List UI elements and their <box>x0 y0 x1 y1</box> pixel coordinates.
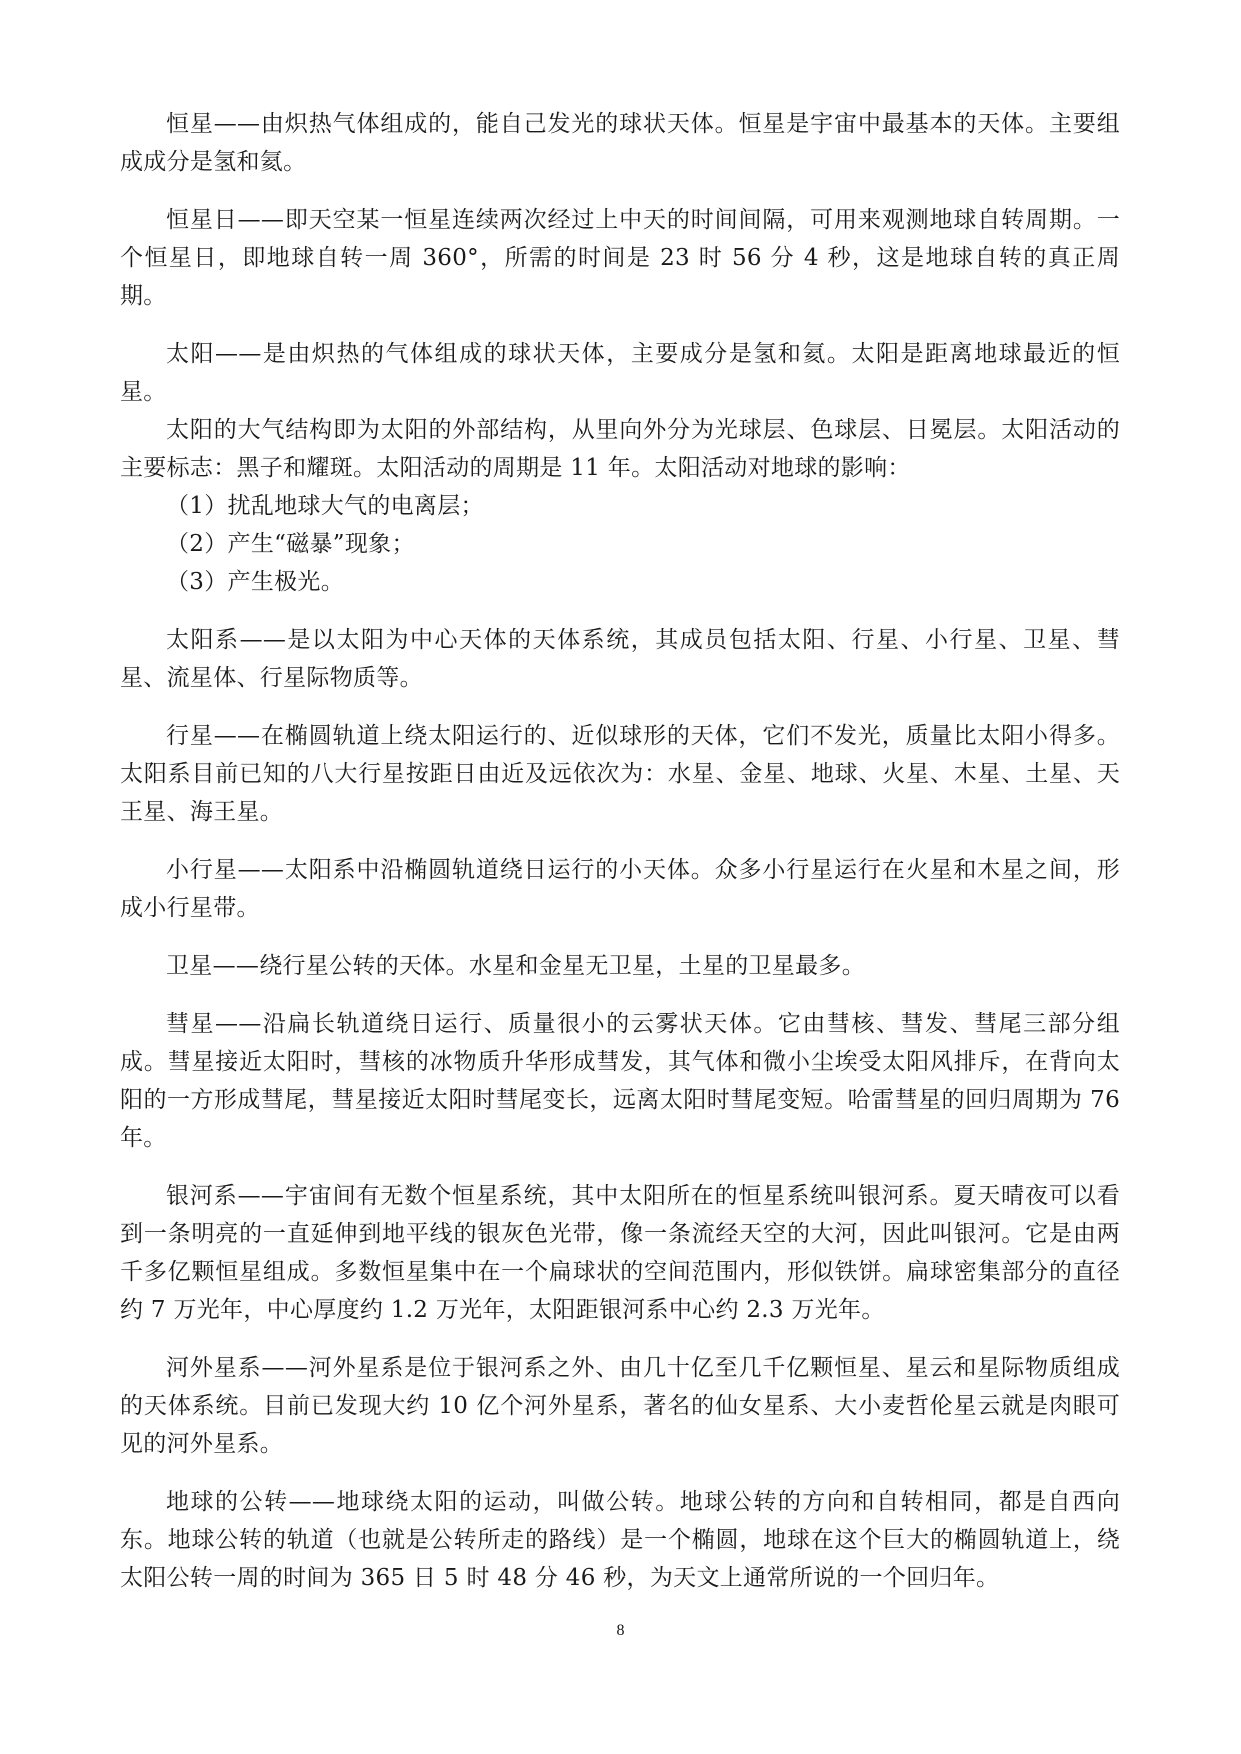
paragraph-planet: 行星——在椭圆轨道上绕太阳运行的、近似球形的天体，它们不发光，质量比太阳小得多。太阳系目前已知的八大行星按距日由近及远依次为：水星、金星、地球、火星、木星、土星、天王星、海王星。 <box>120 723 1120 825</box>
list-item: （3）产生极光。 <box>166 569 345 595</box>
paragraph-milky-way: 银河系——宇宙间有无数个恒星系统，其中太阳所在的恒星系统叫银河系。夏天晴夜可以看到一条明亮的一直延伸到地平线的银灰色光带，像一条流经天空的大河，因此叫银河。它是由两千多亿颗恒星组成。多数恒星集中在一个扁球状的空间范围内，形似铁饼。扁球密集部分的直径约 7 万光年，中心厚度约 1.2 万光年，太阳距银河系中心约 2.3 万光年。 <box>120 1183 1120 1323</box>
paragraph-sun: 太阳——是由炽热的气体组成的球状天体，主要成分是氢和氦。太阳是距离地球最近的恒星。 <box>120 341 1120 405</box>
paragraph-earth-revolution: 地球的公转——地球绕太阳的运动，叫做公转。地球公转的方向和自转相同，都是自西向东。地球公转的轨道（也就是公转所走的路线）是一个椭圆，地球在这个巨大的椭圆轨道上，绕太阳公转一周的时间为 365 日 5 时 48 分 46 秒，为天文上通常所说的一个回归年。 <box>120 1489 1120 1591</box>
sun-effects-list <box>120 487 1120 601</box>
list-item: （2）产生“磁暴”现象； <box>166 531 415 557</box>
paragraph-extragalactic: 河外星系——河外星系是位于银河系之外、由几十亿至几千亿颗恒星、星云和星际物质组成的天体系统。目前已发现大约 10 亿个河外星系，著名的仙女星系、大小麦哲伦星云就是肉眼可见的河外星系。 <box>120 1355 1120 1457</box>
paragraph-satellite: 卫星——绕行星公转的天体。水星和金星无卫星，土星的卫星最多。 <box>166 953 865 979</box>
list-item: （1）扰乱地球大气的电离层； <box>166 493 484 519</box>
page-content <box>120 105 1120 1617</box>
paragraph-sidereal-day: 恒星日——即天空某一恒星连续两次经过上中天的时间间隔，可用来观测地球自转周期。一个恒星日，即地球自转一周 360°，所需的时间是 23 时 56 分 4 秒，这是地球自转的真正周期。 <box>120 207 1120 309</box>
page-number: 8 <box>616 1622 625 1639</box>
paragraph-solar-system: 太阳系——是以太阳为中心天体的天体系统，其成员包括太阳、行星、小行星、卫星、彗星、流星体、行星际物质等。 <box>120 627 1120 691</box>
paragraph-comet: 彗星——沿扁长轨道绕日运行、质量很小的云雾状天体。它由彗核、彗发、彗尾三部分组成。彗星接近太阳时，彗核的冰物质升华形成彗发，其气体和微小尘埃受太阳风排斥，在背向太阳的一方形成彗尾，彗星接近太阳时彗尾变长，远离太阳时彗尾变短。哈雷彗星的回归周期为 76 年。 <box>120 1011 1120 1151</box>
paragraph-asteroid: 小行星——太阳系中沿椭圆轨道绕日运行的小天体。众多小行星运行在火星和木星之间，形成小行星带。 <box>120 857 1120 921</box>
paragraph-star: 恒星——由炽热气体组成的，能自己发光的球状天体。恒星是宇宙中最基本的天体。主要组成成分是氢和氦。 <box>120 111 1120 175</box>
paragraph-sun-structure: 太阳的大气结构即为太阳的外部结构，从里向外分为光球层、色球层、日冕层。太阳活动的主要标志：黑子和耀斑。太阳活动的周期是 11 年。太阳活动对地球的影响： <box>120 417 1120 481</box>
